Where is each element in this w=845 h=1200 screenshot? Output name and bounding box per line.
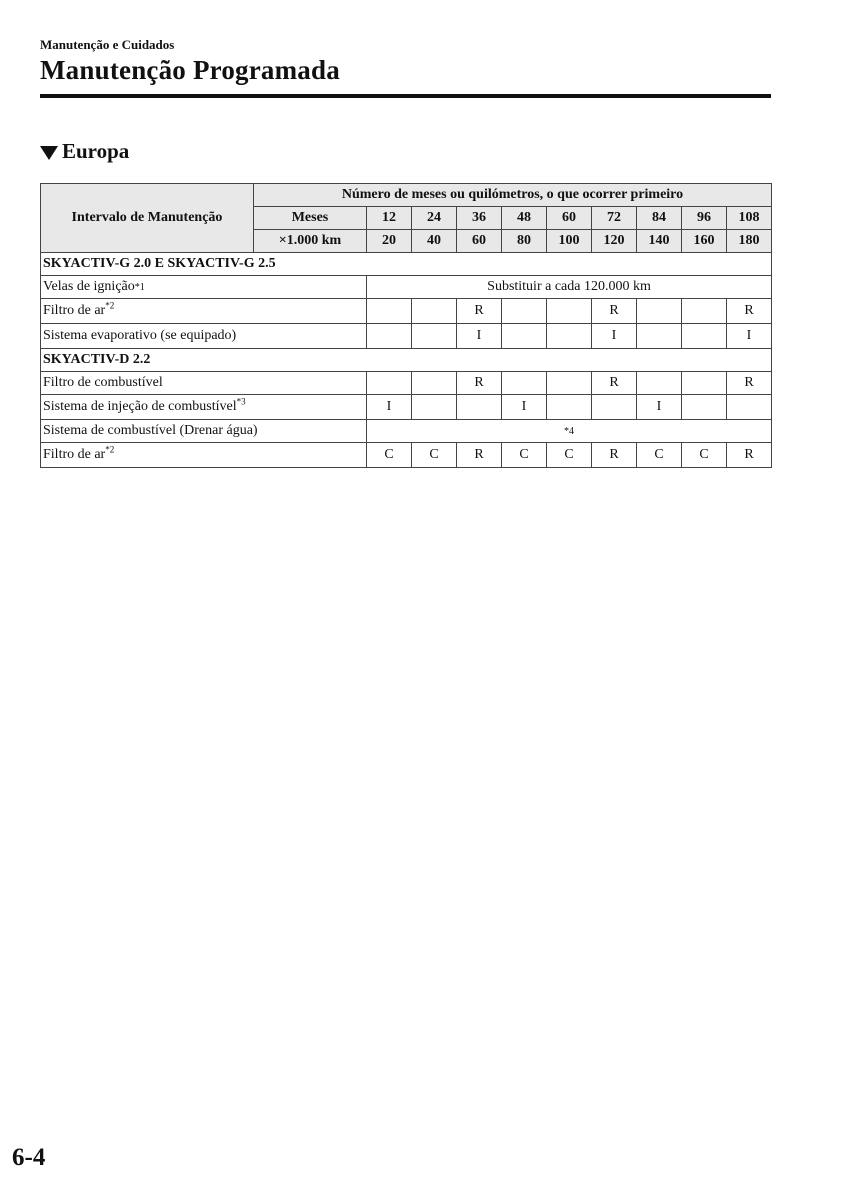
table-row [41,420,772,443]
triangle-down-icon [40,146,58,160]
value-cell: R [457,299,502,324]
value-cell: C [502,443,547,468]
group-title: SKYACTIV-D 2.2 [41,349,772,372]
value-cell [412,299,457,324]
month-cell: 48 [502,207,547,230]
value-cell: I [637,395,682,420]
value-cell: I [502,395,547,420]
interval-header: Intervalo de Manutenção [41,184,254,253]
value-cell [592,395,637,420]
value-cell [367,299,412,324]
value-cell: R [592,299,637,324]
value-cell: R [592,372,637,395]
period-header: Número de meses ou quilómetros, o que ocorrer primeiro [254,184,772,207]
group-row-gasoline [41,253,772,276]
value-cell [682,372,727,395]
page-title: Manutenção Programada [40,55,340,85]
month-cell: 36 [457,207,502,230]
value-cell [367,372,412,395]
month-cell: 108 [727,207,772,230]
value-cell: R [727,372,772,395]
km-label: ×1.000 km [254,230,367,253]
value-cell [682,324,727,349]
value-cell: R [727,443,772,468]
item-label: Sistema de combustível (Drenar água) [43,423,258,438]
value-cell: I [727,324,772,349]
footnote-ref: *3 [236,396,246,407]
table-row [41,299,772,324]
km-cell: 40 [412,230,457,253]
item-label: Filtro de ar [43,447,106,462]
group-row-diesel [41,349,772,372]
value-cell [502,372,547,395]
value-cell [547,299,592,324]
table-row [41,443,772,468]
footnote-ref: *1 [134,282,145,293]
km-cell: 140 [637,230,682,253]
value-cell: R [457,443,502,468]
value-cell [367,324,412,349]
value-cell: R [457,372,502,395]
month-cell: 60 [547,207,592,230]
item-cell [41,276,367,299]
group-title: SKYACTIV-G 2.0 E SKYACTIV-G 2.5 [41,253,772,276]
page-number: 6-4 [12,1144,46,1171]
value-cell [637,299,682,324]
item-label: Velas de ignição [43,279,135,294]
title-divider [40,94,771,98]
footnote-ref: *2 [105,300,115,311]
value-cell [547,324,592,349]
table-row [41,372,772,395]
header-row-top [41,184,772,207]
item-label: Filtro de combustível [43,375,163,390]
value-cell: C [412,443,457,468]
item-cell [41,443,367,468]
value-cell: R [592,443,637,468]
value-cell [412,395,457,420]
value-cell [502,299,547,324]
km-cell: 120 [592,230,637,253]
region-heading-label: Europa [62,139,130,163]
month-cell: 72 [592,207,637,230]
item-cell [41,324,367,349]
value-cell: C [682,443,727,468]
value-cell [682,299,727,324]
footnote-ref: *2 [105,444,115,455]
month-cell: 24 [412,207,457,230]
table-row [41,324,772,349]
value-cell: R [727,299,772,324]
value-cell [637,324,682,349]
value-cell: C [367,443,412,468]
section-label: Manutenção e Cuidados [40,37,175,52]
item-cell [41,395,367,420]
km-cell: 100 [547,230,592,253]
table-row [41,395,772,420]
km-cell: 80 [502,230,547,253]
value-cell [547,372,592,395]
value-cell [457,395,502,420]
value-cell: I [367,395,412,420]
value-cell [637,372,682,395]
table-row [41,276,772,299]
value-cell [412,372,457,395]
value-cell: C [637,443,682,468]
value-cell: I [457,324,502,349]
km-cell: 160 [682,230,727,253]
span-cell: *4 [367,420,772,443]
value-cell [682,395,727,420]
value-cell [727,395,772,420]
item-cell [41,299,367,324]
region-heading [40,139,129,164]
km-cell: 20 [367,230,412,253]
value-cell [547,395,592,420]
value-cell [502,324,547,349]
maintenance-schedule-table [40,183,772,468]
item-cell [41,372,367,395]
km-cell: 60 [457,230,502,253]
month-cell: 96 [682,207,727,230]
item-label: Sistema evaporativo (se equipado) [43,328,237,343]
value-cell: C [547,443,592,468]
km-cell: 180 [727,230,772,253]
item-cell [41,420,367,443]
value-cell [412,324,457,349]
month-cell: 84 [637,207,682,230]
month-cell: 12 [367,207,412,230]
value-cell: I [592,324,637,349]
item-label: Filtro de ar [43,303,106,318]
months-label: Meses [254,207,367,230]
span-cell: Substituir a cada 120.000 km [367,276,772,299]
item-label: Sistema de injeção de combustível [43,399,237,414]
